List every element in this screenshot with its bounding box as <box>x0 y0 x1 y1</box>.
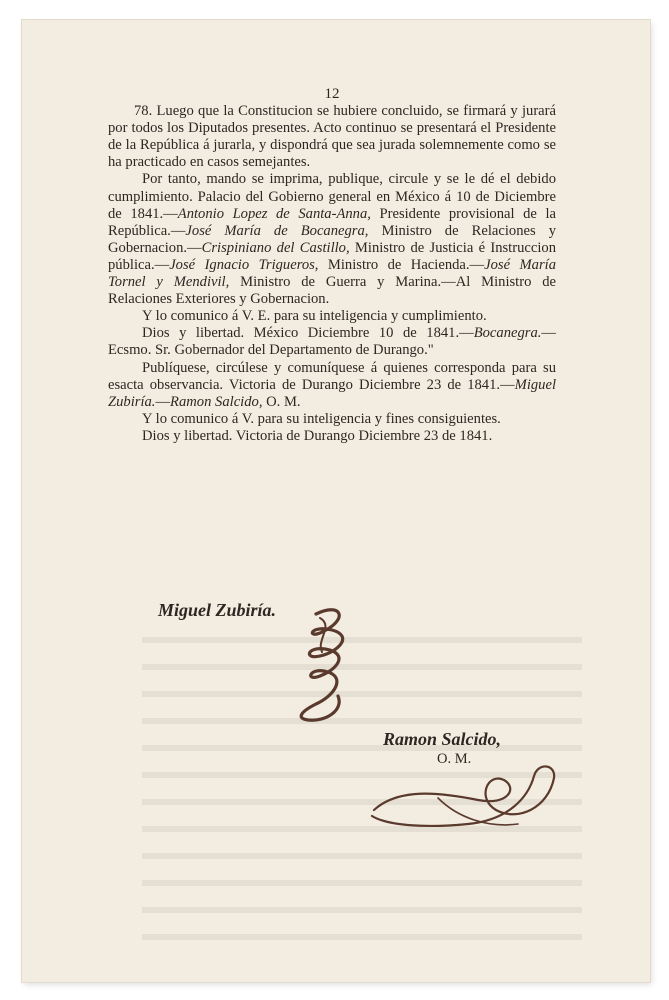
signature-name-salcido: Ramon Salcido, <box>383 729 502 749</box>
signature-title-om: O. M. <box>437 751 472 767</box>
decree-paragraph <box>108 171 556 308</box>
signer-bocanegra-short: Bocanegra. <box>473 325 542 342</box>
decree-text: Ministro de Hacienda.— <box>318 256 485 273</box>
signer-salcido: Ramon Salcido, <box>170 393 263 410</box>
signature-flourish-salcido <box>368 758 568 838</box>
closing-text: Dios y libertad. México Diciembre 10 de 1841.— <box>142 325 474 342</box>
closing-text: —Ecsmo. Sr. Gobernador del Departamento de Durango." <box>108 325 556 359</box>
signature-name-zubiria: Miguel Zubiría. <box>158 600 277 620</box>
closing-paragraph <box>108 325 556 359</box>
publication-text: Publíquese, circúlese y comuníquese á quienes corresponda para su esacta observancia. Victoria de Durango Diciembre 23 de 1841.— <box>108 359 556 393</box>
closing-date-paragraph: Dios y libertad. Victoria de Durango Diciembre 23 de 1841. <box>142 427 493 444</box>
communication-paragraph-2: Y lo comunico á V. para su inteligencia y fines consiguientes. <box>142 410 501 427</box>
publication-paragraph <box>108 360 556 411</box>
communication-paragraph: Y lo comunico á V. E. para su inteligencia y cumplimiento. <box>142 308 487 325</box>
signer-santa-anna: Antonio Lopez de Santa-Anna, <box>177 205 371 222</box>
signer-bocanegra: José María de Bocanegra, <box>185 222 369 239</box>
body-text <box>108 86 556 445</box>
article-78-paragraph: 78. Luego que la Constitucion se hubiere concluido, se firmará y jurará por todos los Diputados presentes. Acto continuo se presentará el Presidente de la República á jurarla, y dispondrá que sea jurada solemnemente como se ha practicado en casos semejantes. <box>108 103 556 171</box>
decree-text: Presidente provisional de la República.— <box>108 205 556 239</box>
signer-trigueros: José Ignacio Trigueros, <box>169 256 319 273</box>
decree-text: Por tanto, mando se imprima, publique, circule y se le dé el debido cumplimiento. Palacio del Gobierno general en México á 10 de Diciembre de 1841.— <box>108 171 556 222</box>
signer-tornel: José María Tornel y Mendivil, <box>108 256 556 291</box>
signature-flourish-zubiria <box>286 600 366 730</box>
decree-text: Ministro de Guerra y Marina.—Al Ministro de Relaciones Exteriores y Gobernacion. <box>108 274 557 308</box>
decree-text: Ministro de Justicia é Instruccion pública.— <box>108 239 556 273</box>
signer-castillo: Crispiniano del Castillo, <box>201 239 350 256</box>
page-number: 12 <box>324 86 340 102</box>
decree-text: Ministro de Relaciones y Gobernacion.— <box>108 222 556 256</box>
signer-zubiria: Miguel Zubiría. <box>108 376 556 410</box>
publication-text: — <box>155 393 171 410</box>
publication-text: O. M. <box>262 393 301 410</box>
